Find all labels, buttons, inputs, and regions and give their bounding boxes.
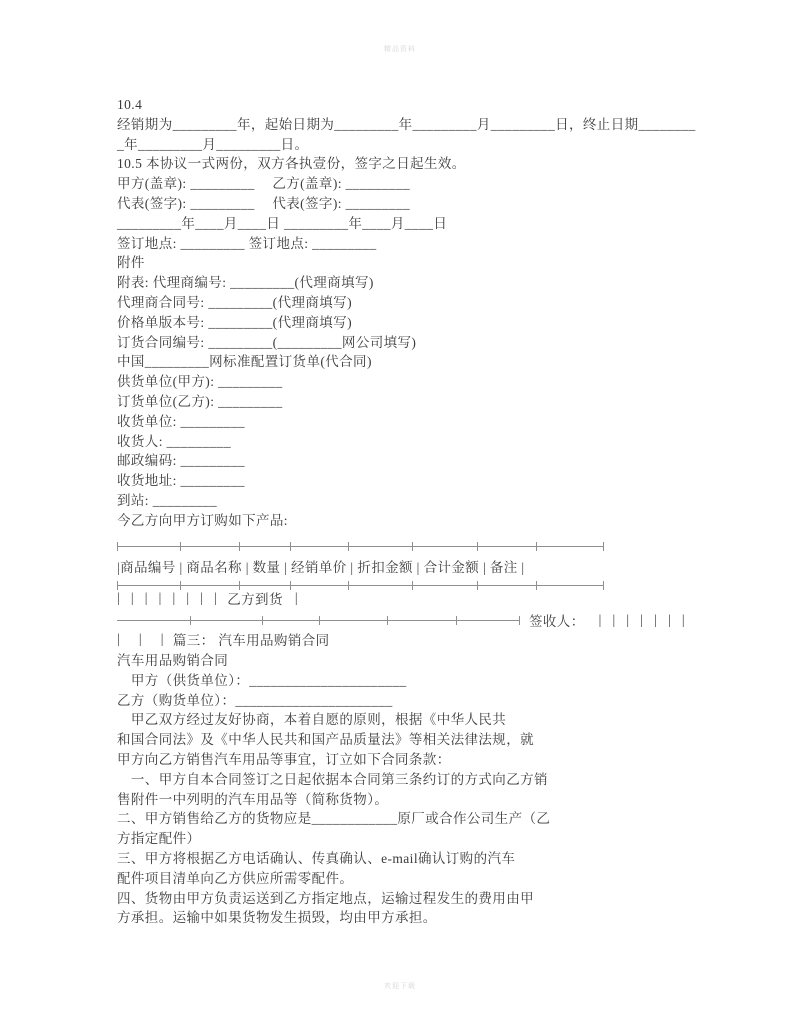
- part3-pipes: | | |: [117, 631, 164, 646]
- part3-title: 篇三： 汽车用品购销合同: [172, 633, 330, 648]
- delivery-label: 乙方到货: [227, 592, 283, 607]
- text-line: 订货单位(乙方): _________: [117, 393, 283, 409]
- text-line: 收货地址: _________: [117, 473, 245, 489]
- table-header-cells: |商品编号 | 商品名称 | 数量 | 经销单价 | 折扣金额 | 合计金额 | 备注 |: [117, 560, 525, 575]
- text-line: 配件项目清单向乙方供应所需零配件。: [117, 870, 354, 886]
- footer-watermark: 欢迎下载: [384, 982, 416, 990]
- text-line: 甲方向乙方销售汽车用品等事宜，订立如下合同条款：: [117, 751, 451, 767]
- contract-terms-block: [117, 95, 717, 531]
- text-line: 四、货物由甲方负责运送到乙方指定地点，运输过程发生的费用由甲: [117, 890, 534, 906]
- text-line: 价格单版本号: _________(代理商填写): [117, 314, 352, 330]
- text-line: 签订地点: _________ 签订地点: _________: [117, 235, 377, 251]
- text-line: 附件: [117, 255, 145, 271]
- text-line: _年_________月_________日。: [117, 136, 309, 152]
- receiver-label: 签收人：: [529, 614, 585, 629]
- text-line: 代理商合同号: _________(代理商填写): [117, 294, 352, 310]
- text-line: 方承担。运输中如果货物发生损毁，均由甲方承担。: [117, 910, 437, 926]
- text-line: 收货人: _________: [117, 433, 231, 449]
- text-line: 二、甲方销售给乙方的货物应是____________原厂或合作公司生产（乙: [117, 811, 551, 827]
- text-line: 10.5 本协议一式两份，双方各执壹份，签字之日起生效。: [117, 156, 466, 172]
- body-text-block: [117, 651, 717, 928]
- text-line: 和国合同法》及《中华人民共和国产品质量法》等相关法律法规，就: [117, 732, 534, 748]
- text-line: 10.4: [117, 97, 143, 112]
- text-line: 中国_________网标准配置订货单(代合同): [117, 354, 372, 370]
- text-line: 附表: 代理商编号: _________(代理商填写): [117, 275, 374, 291]
- text-line: 收货单位: _________: [117, 413, 245, 429]
- table-header-row: [117, 547, 717, 585]
- text-line: 三、甲方将根据乙方电话确认、传真确认、e-mail确认订购的汽车: [117, 850, 516, 866]
- text-line: 一、甲方自本合同签订之日起依据本合同第三条约订的方式向乙方销: [117, 771, 548, 787]
- text-line: 乙方（购货单位）：______________________: [117, 692, 393, 708]
- text-line: 售附件一中列明的汽车用品等（简称货物）。: [117, 791, 389, 807]
- empty-cell-pipes: | | | | | | | |: [117, 590, 218, 605]
- header-watermark: 精品资料: [384, 45, 416, 53]
- text-line: 甲方（供货单位）：______________________: [117, 672, 407, 688]
- text-line: 订货合同编号: _________(_________网公司填写): [117, 334, 417, 350]
- receiver-sign-pipes: | | | | | | |: [598, 612, 685, 627]
- row-end-pipe: |: [294, 590, 298, 605]
- delivery-status-row: [117, 586, 717, 610]
- text-line: _________年____月____日 _________年____月____日: [117, 215, 448, 231]
- text-line: 代表(签字): _________ 代表(签字): _________: [117, 195, 411, 211]
- table-rule-bottom: [117, 620, 520, 621]
- text-line: 汽车用品购销合同: [117, 653, 229, 668]
- text-line: 方指定配件）: [117, 831, 201, 847]
- text-line: 经销期为_________年，起始日期为_________年_________月_________日，终止日期________: [117, 116, 696, 132]
- text-line: 甲方(盖章): _________ 乙方(盖章): _________: [117, 176, 411, 192]
- table-rule-middle: [117, 585, 604, 586]
- text-line: 邮政编码: _________: [117, 453, 245, 469]
- text-line: 供货单位(甲方): _________: [117, 374, 283, 390]
- text-line: 到站: _________: [117, 492, 218, 508]
- text-line: 今乙方向甲方订购如下产品:: [117, 512, 288, 528]
- table-rule-top: [117, 546, 604, 547]
- part3-heading-row: [117, 630, 717, 648]
- order-table: [117, 546, 717, 648]
- text-line: 甲乙双方经过友好协商，本着自愿的原则，根据《中华人民共: [117, 712, 507, 728]
- receiver-sign-row: [117, 610, 717, 630]
